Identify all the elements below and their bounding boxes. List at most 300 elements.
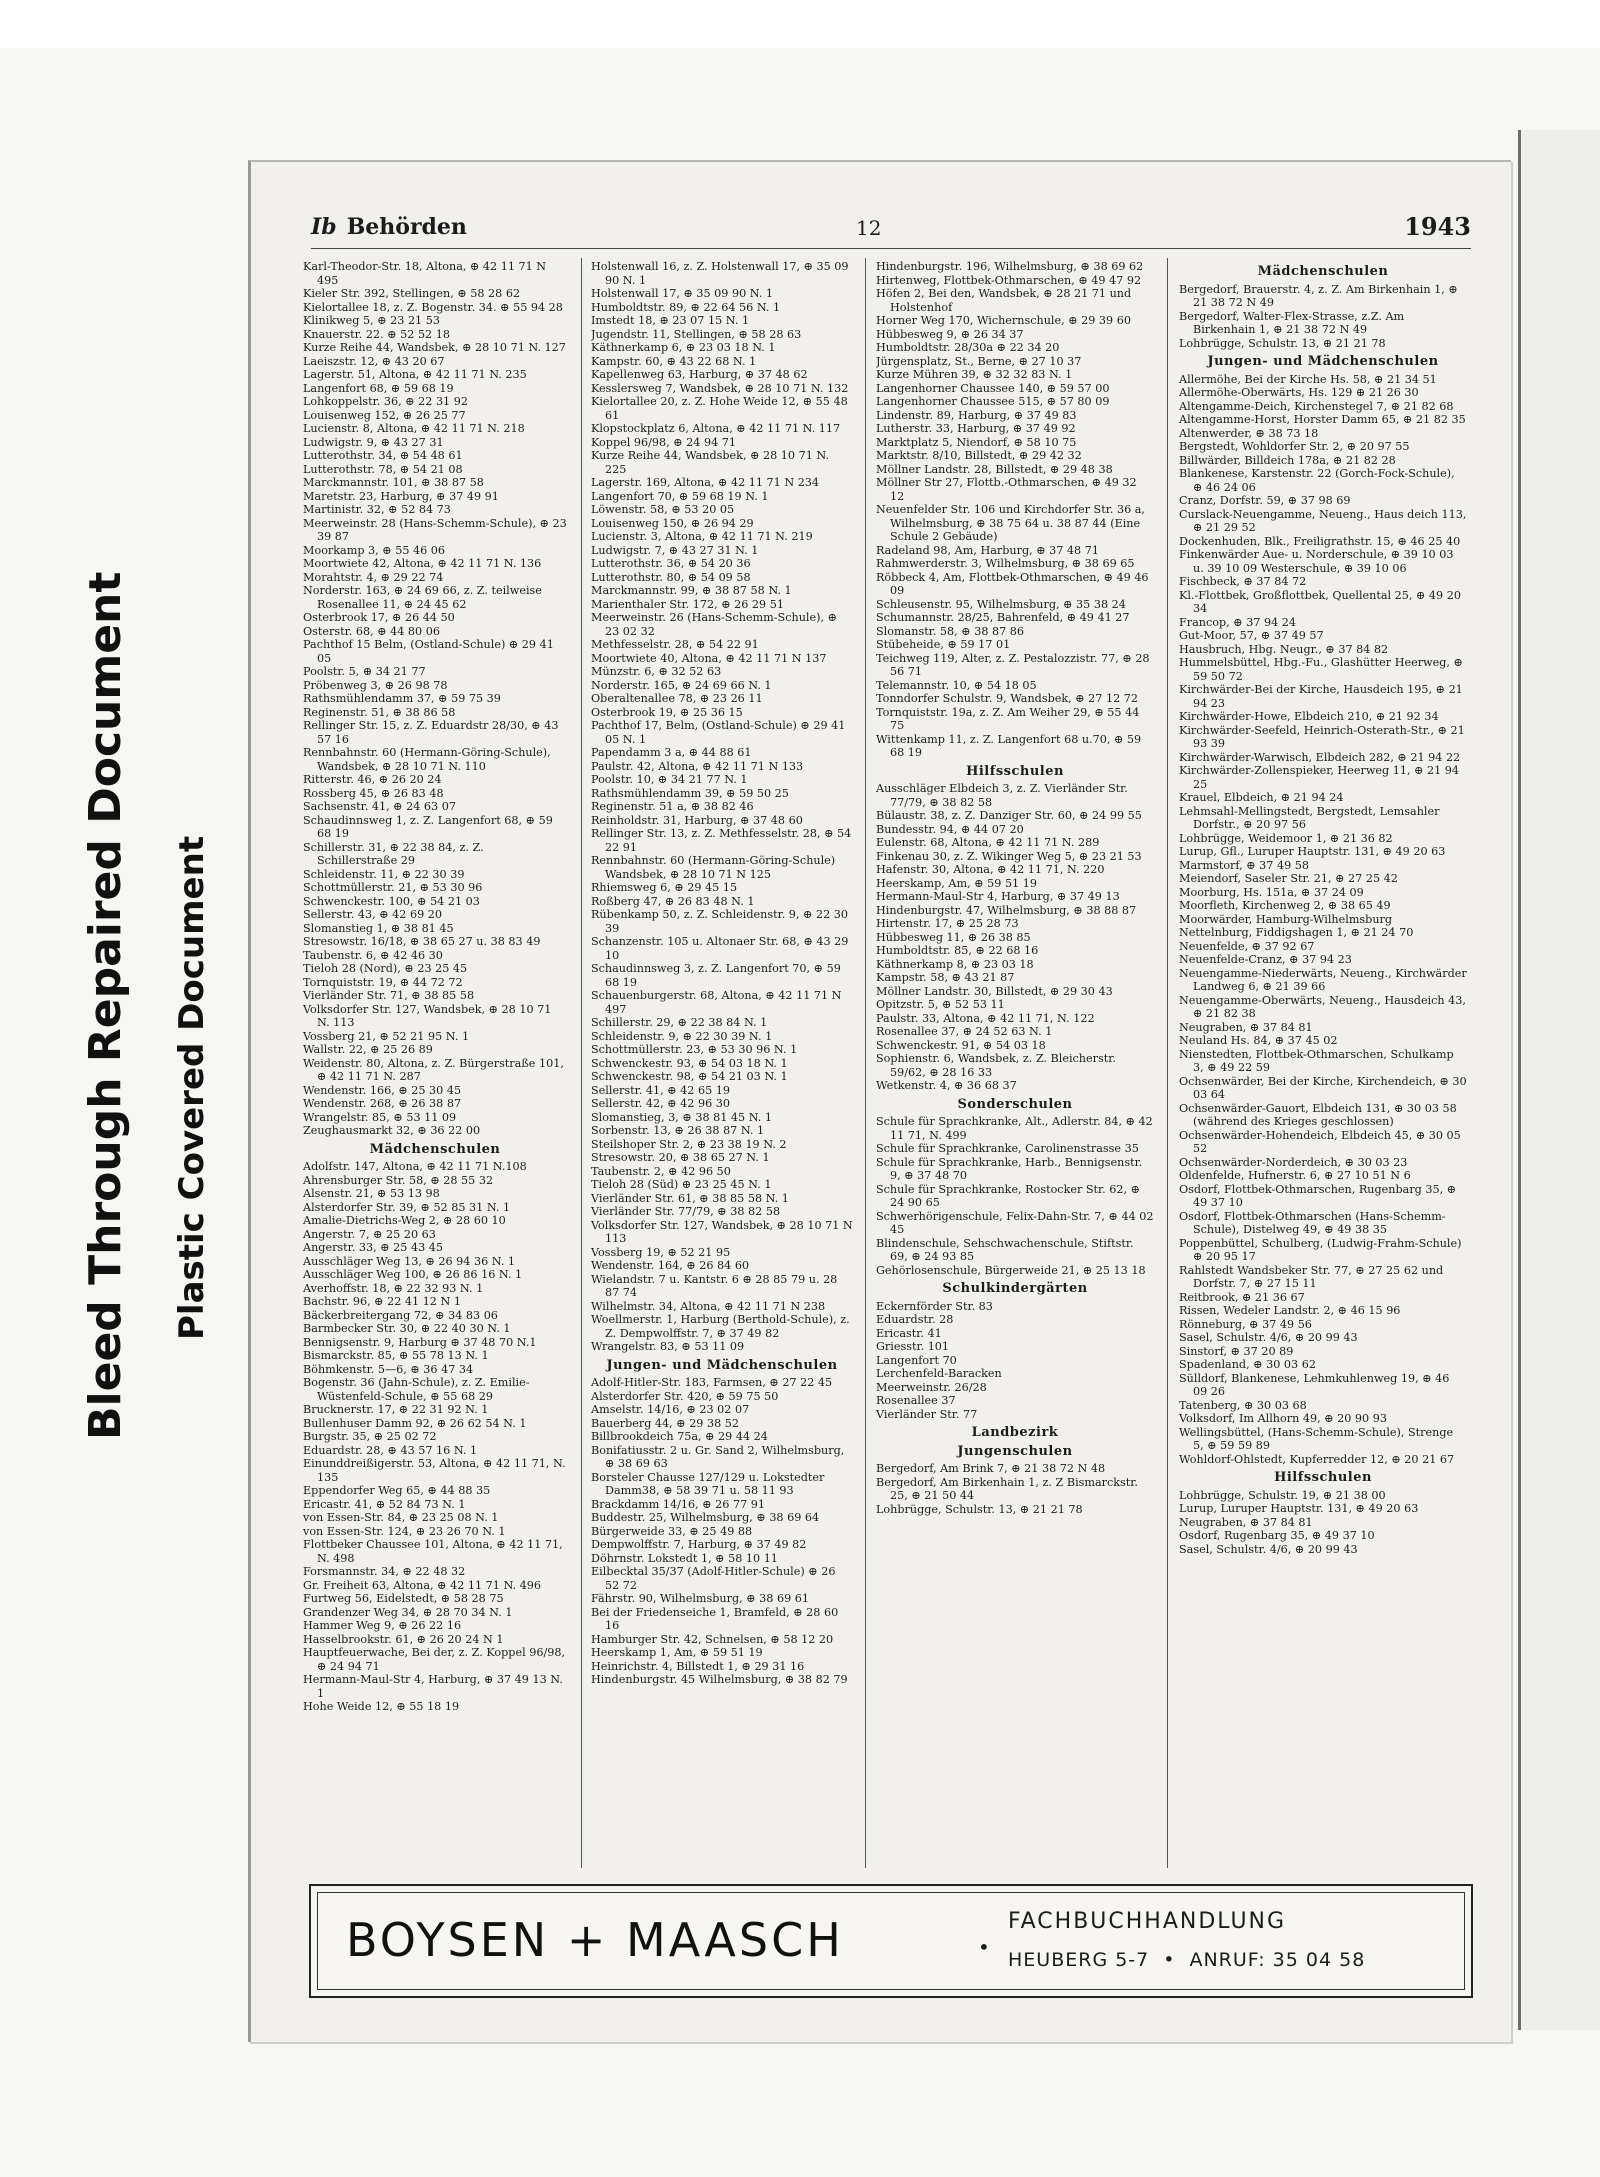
directory-entry: Röbbeck 4, Am, Flottbek-Othmarschen, ⊕ 49 46 09 bbox=[876, 570, 1149, 597]
directory-entry: Moorfleth, Kirchenweg 2, ⊕ 38 65 49 bbox=[1179, 899, 1391, 912]
directory-entry: Wohldorf-Ohlstedt, Kupferredder 12, ⊕ 20 21 67 bbox=[1179, 1452, 1455, 1466]
directory-entry: Heerskamp, Am, ⊕ 59 51 19 bbox=[876, 876, 1037, 890]
directory-entry: Wrangelstr. 85, ⊕ 53 11 09 bbox=[303, 1110, 457, 1124]
plastic-covered-label: Plastic Covered Document bbox=[172, 835, 212, 1340]
directory-entry: Fährstr. 90, Wilhelmsburg, ⊕ 38 69 61 bbox=[591, 1592, 809, 1605]
directory-entry: Lurup, Luruper Hauptstr. 131, ⊕ 49 20 63 bbox=[1179, 1502, 1419, 1515]
directory-entry: Lerchenfeld-Baracken bbox=[876, 1367, 1002, 1380]
directory-entry: Brucknerstr. 17, ⊕ 22 31 92 N. 1 bbox=[303, 1403, 489, 1416]
directory-entry: Reinholdstr. 31, Harburg, ⊕ 37 48 60 bbox=[591, 813, 803, 827]
directory-entry: Moorkamp 3, ⊕ 55 46 06 bbox=[303, 543, 446, 557]
directory-entry: Wetkenstr. 4, ⊕ 36 68 37 bbox=[876, 1079, 1017, 1092]
directory-entry: Adolfstr. 147, Altona, ⊕ 42 11 71 N.108 bbox=[303, 1160, 527, 1173]
directory-entry: Methfesselstr. 28, ⊕ 54 22 91 bbox=[591, 638, 759, 651]
directory-entry: Ochsenwärder, Bei der Kirche, Kirchendeich, ⊕ 30 03 64 bbox=[1179, 1074, 1467, 1101]
directory-entry: Gut-Moor, 57, ⊕ 37 49 57 bbox=[1179, 629, 1324, 642]
directory-entry: Ausschläger Weg 13, ⊕ 26 94 36 N. 1 bbox=[303, 1254, 516, 1268]
directory-entry: Weidenstr. 80, Altona, z. Z. Bürgerstraße 101, ⊕ 42 11 71 N. 287 bbox=[303, 1056, 564, 1083]
directory-entry: Lutterothstr. 36, ⊕ 54 20 36 bbox=[591, 557, 751, 570]
directory-entry: Marmstorf, ⊕ 37 49 58 bbox=[1179, 858, 1310, 872]
directory-entry: Dockenhuden, Blk., Freiligrathstr. 15, ⊕ 46 25 40 bbox=[1179, 534, 1461, 548]
directory-entry: Schleusenstr. 95, Wilhelmsburg, ⊕ 35 38 24 bbox=[876, 597, 1126, 611]
directory-entry: Alsenstr. 21, ⊕ 53 13 98 bbox=[303, 1187, 440, 1200]
directory-entry: Langenfort 68, ⊕ 59 68 19 bbox=[303, 381, 454, 395]
directory-entry: Tieloh 28 (Nord), ⊕ 23 25 45 bbox=[303, 962, 468, 975]
directory-entry: Dempwolffstr. 7, Harburg, ⊕ 37 49 82 bbox=[591, 1538, 807, 1551]
directory-entry: Bauerberg 44, ⊕ 29 38 52 bbox=[591, 1416, 740, 1430]
directory-entry: Neuenfelde, ⊕ 37 92 67 bbox=[1179, 939, 1315, 953]
ad-phone: ANRUF: 35 04 58 bbox=[1189, 1949, 1366, 1971]
directory-entry: Karl-Theodor-Str. 18, Altona, ⊕ 42 11 71 N 495 bbox=[303, 260, 547, 287]
section-heading: Jungenschulen bbox=[957, 1443, 1073, 1459]
directory-entry: Ausschläger Weg 100, ⊕ 26 86 16 N. 1 bbox=[303, 1268, 523, 1281]
directory-entry: Allermöhe, Bei der Kirche Hs. 58, ⊕ 21 34 51 bbox=[1179, 372, 1437, 386]
directory-entry: Eduardstr. 28, ⊕ 43 57 16 N. 1 bbox=[303, 1443, 478, 1457]
directory-entry: Marckmannstr. 99, ⊕ 38 87 58 N. 1 bbox=[591, 584, 792, 597]
directory-entry: Lohbrügge, Schulstr. 13, ⊕ 21 21 78 bbox=[876, 1502, 1083, 1516]
directory-entry: Tonndorfer Schulstr. 9, Wandsbek, ⊕ 27 12 72 bbox=[876, 692, 1138, 705]
directory-entry: Oberaltenallee 78, ⊕ 23 26 11 bbox=[591, 692, 763, 705]
directory-entry: Hermann-Maul-Str 4, Harburg, ⊕ 37 49 13 bbox=[876, 890, 1120, 903]
directory-entry: Flottbeker Chaussee 101, Altona, ⊕ 42 11 71, N. 498 bbox=[303, 1538, 563, 1565]
directory-entry: Neugraben, ⊕ 37 84 81 bbox=[1179, 1515, 1313, 1529]
directory-entry: Bergedorf, Am Birkenhain 1, z. Z Bismarckstr. 25, ⊕ 21 50 44 bbox=[876, 1475, 1138, 1502]
directory-entry: Alsterdorfer Str. 39, ⊕ 52 85 31 N. 1 bbox=[303, 1200, 511, 1214]
directory-entry: Jugendstr. 11, Stellingen, ⊕ 58 28 63 bbox=[591, 327, 802, 341]
directory-entry: Opitzstr. 5, ⊕ 52 53 11 bbox=[876, 998, 1005, 1011]
directory-entry: Bürgerweide 33, ⊕ 25 49 88 bbox=[591, 1524, 753, 1538]
directory-entry: Bergedorf, Am Brink 7, ⊕ 21 38 72 N 48 bbox=[876, 1462, 1106, 1475]
ad-separator: • bbox=[978, 1935, 990, 1959]
directory-entry: Tieloh 28 (Süd) ⊕ 23 25 45 N. 1 bbox=[591, 1178, 772, 1191]
directory-entry: Billwärder, Billdeich 178a, ⊕ 21 82 28 bbox=[1179, 453, 1396, 467]
directory-entry: Gehörlosenschule, Bürgerweide 21, ⊕ 25 13 18 bbox=[876, 1263, 1146, 1277]
directory-entry: Slomanstr. 58, ⊕ 38 87 86 bbox=[876, 624, 1025, 638]
directory-entry: Ericastr. 41, ⊕ 52 84 73 N. 1 bbox=[303, 1497, 466, 1511]
directory-entry: Klinikweg 5, ⊕ 23 21 53 bbox=[303, 314, 440, 327]
directory-entry: Griesstr. 101 bbox=[876, 1340, 950, 1353]
directory-entry: Kurze Mühren 39, ⊕ 32 32 83 N. 1 bbox=[876, 368, 1073, 381]
directory-entry: Schottmüllerstr. 23, ⊕ 53 30 96 N. 1 bbox=[591, 1043, 798, 1056]
directory-entry: Bei der Friedenseiche 1, Bramfeld, ⊕ 28 60 16 bbox=[591, 1605, 839, 1632]
directory-entry: Roßberg 47, ⊕ 26 83 48 N. 1 bbox=[591, 894, 755, 908]
directory-entry: Hübbesweg 9, ⊕ 26 34 37 bbox=[876, 327, 1024, 341]
directory-entry: Rennbahnstr. 60 (Hermann-Göring-Schule), Wandsbek, ⊕ 28 10 71 N. 110 bbox=[303, 746, 551, 773]
directory-entry: Schwenckestr. 98, ⊕ 54 21 03 N. 1 bbox=[591, 1070, 788, 1083]
directory-entry: Curslack-Neuengamme, Neueng., Haus deich 113, ⊕ 21 29 52 bbox=[1179, 507, 1467, 534]
directory-entry: Lucienstr. 8, Altona, ⊕ 42 11 71 N. 218 bbox=[303, 422, 525, 435]
directory-entry: Martinistr. 32, ⊕ 52 84 73 bbox=[303, 503, 451, 516]
directory-entry: Wrangelstr. 83, ⊕ 53 11 09 bbox=[591, 1340, 745, 1353]
directory-entry: Osterbrook 17, ⊕ 26 44 50 bbox=[303, 611, 455, 624]
directory-entry: Kirchwärder-Warwisch, Elbdeich 282, ⊕ 21 94 22 bbox=[1179, 750, 1461, 764]
directory-entry: Langenhorner Chaussee 140, ⊕ 59 57 00 bbox=[876, 381, 1110, 395]
directory-entry: Blindenschule, Sehschwachenschule, Stiftstr. 69, ⊕ 24 93 85 bbox=[876, 1236, 1134, 1263]
directory-entry: Finkenau 30, z. Z. Wikinger Weg 5, ⊕ 23 21 53 bbox=[876, 849, 1142, 863]
directory-entry: Ludwigstr. 7, ⊕ 43 27 31 N. 1 bbox=[591, 543, 759, 557]
advertisement-box bbox=[309, 1884, 1473, 1998]
directory-entry: Sachsenstr. 41, ⊕ 24 63 07 bbox=[303, 800, 456, 813]
section-heading: Schulkindergärten bbox=[942, 1281, 1088, 1296]
section-heading: Sonderschulen bbox=[957, 1096, 1073, 1112]
directory-entry: Paulstr. 42, Altona, ⊕ 42 11 71 N 133 bbox=[591, 759, 804, 773]
directory-entry: Schumannstr. 28/25, Bahrenfeld, ⊕ 49 41 27 bbox=[876, 611, 1130, 624]
directory-entry: Moorburg, Hs. 151a, ⊕ 37 24 09 bbox=[1179, 885, 1364, 899]
directory-entry: Kl.-Flottbek, Großflottbek, Quellental 25, ⊕ 49 20 34 bbox=[1179, 588, 1461, 615]
adjacent-page-edge bbox=[1518, 130, 1600, 2030]
directory-entry: Meerweinstr. 26/28 bbox=[876, 1380, 987, 1394]
page-header bbox=[311, 208, 1471, 249]
directory-entry: Bergedorf, Walter-Flex-Strasse, z.Z. Am Birkenhain 1, ⊕ 21 38 72 N 49 bbox=[1179, 309, 1405, 336]
directory-entry: Bülaustr. 38, z. Z. Danziger Str. 60, ⊕ 24 99 55 bbox=[876, 809, 1142, 822]
directory-entry: Forsmannstr. 34, ⊕ 22 48 32 bbox=[303, 1565, 466, 1578]
directory-entry: Kampstr. 60, ⊕ 43 22 68 N. 1 bbox=[591, 354, 757, 368]
directory-entry: Holstenwall 16, z. Z. Holstenwall 17, ⊕ 35 09 90 N. 1 bbox=[591, 260, 849, 287]
directory-entry: Volksdorfer Str. 127, Wandsbek, ⊕ 28 10 71 N 113 bbox=[591, 1218, 853, 1245]
directory-entry: Rosenallee 37 bbox=[876, 1394, 956, 1407]
directory-entry: Möllner Str 27, Flottb.-Othmarschen, ⊕ 49 32 12 bbox=[876, 476, 1137, 503]
directory-entry: Laeiszstr. 12, ⊕ 43 20 67 bbox=[303, 354, 445, 368]
directory-entry: Reitbrook, ⊕ 21 36 67 bbox=[1179, 1290, 1305, 1304]
section-heading: Mädchenschulen bbox=[369, 1141, 501, 1157]
directory-entry: Osdorf, Rugenbarg 35, ⊕ 49 37 10 bbox=[1179, 1529, 1375, 1542]
directory-entry: Bergedorf, Brauerstr. 4, z. Z. Am Birkenhain 1, ⊕ 21 38 72 N 49 bbox=[1179, 282, 1458, 309]
directory-entry: Teichweg 119, Alter, z. Z. Pestalozzistr. 77, ⊕ 28 56 71 bbox=[876, 651, 1150, 678]
ad-trade: FACHBUCHHANDLUNG bbox=[1008, 1909, 1287, 1934]
directory-entry: Lindenstr. 89, Harburg, ⊕ 37 49 83 bbox=[876, 408, 1077, 422]
directory-entry: Schule für Sprachkranke, Carolinenstrasse 35 bbox=[876, 1142, 1139, 1155]
directory-entry: Schule für Sprachkranke, Alt., Adlerstr. 84, ⊕ 42 11 71, N. 499 bbox=[876, 1115, 1153, 1142]
directory-entry: Lutherstr. 33, Harburg, ⊕ 37 49 92 bbox=[876, 422, 1076, 435]
directory-entry: Hammer Weg 9, ⊕ 26 22 16 bbox=[303, 1619, 462, 1632]
directory-entry: Bogenstr. 36 (Jahn-Schule), z. Z. Emilie-Wüstenfeld-Schule, ⊕ 55 68 29 bbox=[303, 1376, 530, 1403]
directory-entry: Käthnerkamp 8, ⊕ 23 03 18 bbox=[876, 957, 1034, 971]
directory-entry: Blankenese, Karstenstr. 22 (Gorch-Fock-Schule), ⊕ 46 24 06 bbox=[1179, 467, 1455, 494]
directory-entry: Volksdorfer Str. 127, Wandsbek, ⊕ 28 10 71 N. 113 bbox=[303, 1002, 552, 1029]
directory-entry: Schottmüllerstr. 21, ⊕ 53 30 96 bbox=[303, 881, 483, 894]
directory-entry: Kurze Reihe 44, Wandsbek, ⊕ 28 10 71 N. 127 bbox=[303, 341, 566, 354]
directory-entry: Eppendorfer Weg 65, ⊕ 44 88 35 bbox=[303, 1484, 491, 1497]
directory-entry: Einunddreißigerstr. 53, Altona, ⊕ 42 11 71, N. 135 bbox=[303, 1457, 566, 1484]
bleed-through-label: Bleed Through Repaired Document bbox=[80, 571, 131, 1440]
directory-entry: Bullenhuser Damm 92, ⊕ 26 62 54 N. 1 bbox=[303, 1416, 527, 1430]
directory-entry: Langenfort 70 bbox=[876, 1353, 957, 1367]
directory-entry: Allermöhe-Oberwärts, Hs. 129 ⊕ 21 26 30 bbox=[1179, 386, 1419, 399]
directory-entry: von Essen-Str. 84, ⊕ 23 25 08 N. 1 bbox=[303, 1511, 499, 1524]
directory-entry: Burgstr. 35, ⊕ 25 02 72 bbox=[303, 1430, 437, 1443]
directory-entry: Hauptfeuerwache, Bei der, z. Z. Koppel 96/98, ⊕ 24 94 71 bbox=[303, 1646, 566, 1673]
directory-entry: Brackdamm 14/16, ⊕ 26 77 91 bbox=[591, 1497, 765, 1511]
directory-entry: Gr. Freiheit 63, Altona, ⊕ 42 11 71 N. 496 bbox=[303, 1578, 541, 1592]
directory-entry: Tatenberg, ⊕ 30 03 68 bbox=[1179, 1398, 1307, 1412]
directory-entry: Schwenckestr. 93, ⊕ 54 03 18 N. 1 bbox=[591, 1056, 788, 1070]
directory-entry: Kesslersweg 7, Wandsbek, ⊕ 28 10 71 N. 132 bbox=[591, 381, 849, 395]
section-heading: Hilfsschulen bbox=[1274, 1470, 1372, 1485]
directory-entry: Osterbrook 19, ⊕ 25 36 15 bbox=[591, 705, 743, 719]
directory-entry: Tornquiststr. 19a, z. Z. Am Weiher 29, ⊕ 55 44 75 bbox=[876, 705, 1140, 732]
directory-entry: Sülldorf, Blankenese, Lehmkuhlenweg 19, ⊕ 46 09 26 bbox=[1179, 1371, 1450, 1398]
directory-entry: Rellinger Str. 15, z. Z. Eduardstr 28/30, ⊕ 43 57 16 bbox=[303, 719, 559, 746]
directory-entry: Amalie-Dietrichs-Weg 2, ⊕ 28 60 10 bbox=[303, 1214, 506, 1227]
directory-entry: Vierländer Str. 77 bbox=[876, 1407, 978, 1421]
directory-entry: Möllner Landstr. 28, Billstedt, ⊕ 29 48 38 bbox=[876, 462, 1113, 476]
directory-entry: Jürgensplatz, St., Berne, ⊕ 27 10 37 bbox=[876, 354, 1082, 368]
directory-entry: Wendenstr. 164, ⊕ 26 84 60 bbox=[591, 1259, 750, 1272]
directory-entry: Hummelsbüttel, Hbg.-Fu., Glashütter Heerweg, ⊕ 59 50 72 bbox=[1179, 656, 1463, 683]
advertisement-inner-frame bbox=[317, 1892, 1465, 1990]
directory-entry: Kirchwärder-Seefeld, Heinrich-Osterath-Str., ⊕ 21 93 39 bbox=[1179, 723, 1465, 750]
directory-entry: Höfen 2, Bei den, Wandsbek, ⊕ 28 21 71 und Holstenhof bbox=[876, 287, 1132, 314]
directory-entry: Hafenstr. 30, Altona, ⊕ 42 11 71, N. 220 bbox=[876, 863, 1105, 876]
directory-entry: Rahmwerderstr. 3, Wilhelmsburg, ⊕ 38 69 65 bbox=[876, 557, 1135, 570]
directory-entry: Wittenkamp 11, z. Z. Langenfort 68 u.70, ⊕ 59 68 19 bbox=[876, 732, 1142, 759]
directory-entry: Bonifatiusstr. 2 u. Gr. Sand 2, Wilhelmsburg, ⊕ 38 69 63 bbox=[591, 1443, 845, 1470]
directory-entry: Koppel 96/98, ⊕ 24 94 71 bbox=[591, 435, 736, 449]
directory-entry: Kielortallee 18, z. Z. Bogenstr. 34. ⊕ 55 94 28 bbox=[303, 300, 563, 314]
directory-entry: Meerweinstr. 28 (Hans-Schemm-Schule), ⊕ 23 39 87 bbox=[303, 516, 567, 543]
directory-entry: Neuenfelde-Cranz, ⊕ 37 94 23 bbox=[1179, 953, 1352, 966]
directory-entry: Norderstr. 163, ⊕ 24 69 66, z. Z. teilweise Rosenallee 11, ⊕ 24 45 62 bbox=[303, 584, 542, 611]
directory-entry: Vossberg 21, ⊕ 52 21 95 N. 1 bbox=[303, 1029, 470, 1043]
directory-entry: Fischbeck, ⊕ 37 84 72 bbox=[1179, 575, 1307, 588]
directory-entry: Lurup, Gfl., Luruper Hauptstr. 131, ⊕ 49 20 63 bbox=[1179, 845, 1446, 858]
directory-entry: Papendamm 3 a, ⊕ 44 88 61 bbox=[591, 746, 752, 759]
directory-entry: Angerstr. 33, ⊕ 25 43 45 bbox=[303, 1241, 443, 1254]
directory-entry: Poolstr. 5, ⊕ 34 21 77 bbox=[303, 665, 426, 678]
directory-entry: Neuengamme-Oberwärts, Neueng., Hausdeich 43, ⊕ 21 82 38 bbox=[1179, 993, 1466, 1020]
directory-entry: Möllner Landstr. 30, Billstedt, ⊕ 29 30 43 bbox=[876, 984, 1113, 998]
directory-entry: Taubenstr. 2, ⊕ 42 96 50 bbox=[591, 1164, 731, 1178]
directory-entry: Hermann-Maul-Str 4, Harburg, ⊕ 37 49 13 N. 1 bbox=[303, 1673, 563, 1700]
directory-entry: Sellerstr. 43, ⊕ 42 69 20 bbox=[303, 908, 442, 921]
directory-entry: Norderstr. 165, ⊕ 24 69 66 N. 1 bbox=[591, 678, 772, 692]
column-divider bbox=[581, 258, 582, 1868]
directory-entry: Lohbrügge, Schulstr. 19, ⊕ 21 38 00 bbox=[1179, 1488, 1386, 1502]
directory-entry: Lucienstr. 3, Altona, ⊕ 42 11 71 N. 219 bbox=[591, 530, 813, 543]
directory-entry: Bennigsenstr. 9, Harburg ⊕ 37 48 70 N.1 bbox=[303, 1335, 537, 1349]
directory-entry: Heinrichstr. 4, Billstedt 1, ⊕ 29 31 16 bbox=[591, 1659, 805, 1673]
directory-entry: Neuland Hs. 84, ⊕ 37 45 02 bbox=[1179, 1034, 1338, 1047]
directory-entry: Nienstedten, Flottbek-Othmarschen, Schulkamp 3, ⊕ 49 22 59 bbox=[1179, 1047, 1454, 1074]
directory-entry: Lohbrügge, Weidemoor 1, ⊕ 21 36 82 bbox=[1179, 831, 1393, 845]
page-number: 12 bbox=[856, 216, 882, 240]
directory-entry: Ochsenwärder-Hohendeich, Elbdeich 45, ⊕ 30 05 52 bbox=[1179, 1128, 1461, 1155]
directory-entry: Rosenallee 37, ⊕ 24 52 63 N. 1 bbox=[876, 1025, 1053, 1038]
directory-entry: Nettelnburg, Fiddigshagen 1, ⊕ 21 24 70 bbox=[1179, 926, 1414, 939]
directory-entry: Kieler Str. 392, Stellingen, ⊕ 58 28 62 bbox=[303, 287, 521, 300]
ad-bullet: • bbox=[1163, 1949, 1176, 1971]
directory-entry: Buddestr. 25, Wilhelmsburg, ⊕ 38 69 64 bbox=[591, 1511, 820, 1524]
section-heading: Jungen- und Mädchenschulen bbox=[1207, 354, 1439, 369]
directory-entry: Rönneburg, ⊕ 37 49 56 bbox=[1179, 1317, 1312, 1331]
directory-entry: Imstedt 18, ⊕ 23 07 15 N. 1 bbox=[591, 314, 750, 327]
directory-entry: Woellmerstr. 1, Harburg (Berthold-Schule), z. Z. Dempwolffstr. 7, ⊕ 37 49 82 bbox=[591, 1313, 850, 1340]
directory-entry: Maretstr. 23, Harburg, ⊕ 37 49 91 bbox=[303, 489, 499, 503]
directory-entry: Bäckerbreitergang 72, ⊕ 34 83 06 bbox=[303, 1308, 498, 1322]
directory-entry: Döhrnstr. Lokstedt 1, ⊕ 58 10 11 bbox=[591, 1551, 778, 1565]
ad-address: HEUBERG 5-7 bbox=[1008, 1949, 1150, 1971]
directory-entry: Lutterothstr. 80, ⊕ 54 09 58 bbox=[591, 570, 751, 584]
directory-entry: Pröbenweg 3, ⊕ 26 98 78 bbox=[303, 678, 448, 692]
directory-entry: Wendenstr. 166, ⊕ 25 30 45 bbox=[303, 1083, 462, 1097]
directory-entry: Osdorf, Flottbek-Othmarschen, Rugenbarg 35, ⊕ 49 37 10 bbox=[1179, 1182, 1457, 1209]
directory-entry: Rennbahnstr. 60 (Hermann-Göring-Schule) Wandsbek, ⊕ 28 10 71 N 125 bbox=[591, 854, 836, 881]
directory-entry: Schwenckestr. 100, ⊕ 54 21 03 bbox=[303, 894, 480, 908]
directory-entry: Marktstr. 8/10, Billstedt, ⊕ 29 42 32 bbox=[876, 449, 1082, 462]
directory-entry: Ahrensburger Str. 58, ⊕ 28 55 32 bbox=[303, 1173, 494, 1187]
directory-entry: Stresowstr. 16/18, ⊕ 38 65 27 u. 38 83 49 bbox=[303, 935, 541, 948]
section-heading: Mädchenschulen bbox=[1257, 264, 1389, 279]
directory-entry: Humboldtstr. 89, ⊕ 22 64 56 N. 1 bbox=[591, 300, 781, 314]
directory-entry: Grandenzer Weg 34, ⊕ 28 70 34 N. 1 bbox=[303, 1605, 513, 1619]
directory-entry: Ochsenwärder-Gauort, Elbdeich 131, ⊕ 30 03 58 (während des Krieges geschlossen) bbox=[1179, 1101, 1457, 1128]
column-divider bbox=[1167, 258, 1168, 1868]
directory-entry: Poolstr. 10, ⊕ 34 21 77 N. 1 bbox=[591, 773, 748, 786]
directory-entry: Eulenstr. 68, Altona, ⊕ 42 11 71 N. 289 bbox=[876, 836, 1100, 849]
directory-entry: Telemannstr. 10, ⊕ 54 18 05 bbox=[876, 678, 1037, 692]
directory-entry: Averhoffstr. 18, ⊕ 22 32 93 N. 1 bbox=[303, 1281, 484, 1295]
directory-entry: Schule für Sprachkranke, Harb., Bennigsenstr. 9, ⊕ 37 48 70 bbox=[876, 1155, 1143, 1182]
directory-entry: Poppenbüttel, Schulberg, (Ludwig-Frahm-Schule) ⊕ 20 95 17 bbox=[1179, 1236, 1462, 1263]
directory-entry: Wallstr. 22, ⊕ 25 26 89 bbox=[303, 1043, 433, 1056]
directory-entry: Wellingsbüttel, (Hans-Schemm-Schule), Strenge 5, ⊕ 59 59 89 bbox=[1179, 1425, 1454, 1452]
section-title: Behörden bbox=[346, 214, 467, 240]
directory-entry: Schillerstr. 29, ⊕ 22 38 84 N. 1 bbox=[591, 1016, 768, 1029]
directory-entry: Schleidenstr. 11, ⊕ 22 30 39 bbox=[303, 867, 465, 881]
directory-entry: Taubenstr. 6, ⊕ 42 46 30 bbox=[303, 948, 443, 962]
directory-entry: Heerskamp 1, Am, ⊕ 59 51 19 bbox=[591, 1646, 763, 1659]
directory-entry: Hamburger Str. 42, Schnelsen, ⊕ 58 12 20 bbox=[591, 1632, 834, 1646]
directory-entry: Sellerstr. 41, ⊕ 42 65 19 bbox=[591, 1083, 730, 1097]
directory-entry: Humboldtstr. 85, ⊕ 22 68 16 bbox=[876, 944, 1039, 957]
directory-entry: Schanzenstr. 105 u. Altonaer Str. 68, ⊕ 43 29 10 bbox=[591, 935, 849, 962]
directory-entry: Schillerstr. 31, ⊕ 22 38 84, z. Z. Schillerstraße 29 bbox=[303, 840, 484, 867]
section-code: Ib bbox=[311, 214, 337, 240]
directory-entry: Bismarckstr. 85, ⊕ 55 78 13 N. 1 bbox=[303, 1349, 489, 1362]
directory-entry: Oldenfelde, Hufnerstr. 6, ⊕ 27 10 51 N 6 bbox=[1179, 1169, 1411, 1182]
directory-entry: Schaudinnsweg 1, z. Z. Langenfort 68, ⊕ 59 68 19 bbox=[303, 813, 553, 840]
directory-entry: Sorbenstr. 13, ⊕ 26 38 87 N. 1 bbox=[591, 1124, 765, 1137]
directory-entry: Ritterstr. 46, ⊕ 26 20 24 bbox=[303, 773, 442, 786]
directory-entry: Neuengamme-Niederwärts, Neueng., Kirchwärder Landweg 6, ⊕ 21 39 66 bbox=[1179, 966, 1467, 993]
directory-entry: Hohe Weide 12, ⊕ 55 18 19 bbox=[303, 1700, 460, 1713]
directory-entry: Wendenstr. 268, ⊕ 26 38 87 bbox=[303, 1097, 462, 1110]
directory-entry: Bergstedt, Wohldorfer Str. 2, ⊕ 20 97 55 bbox=[1179, 440, 1410, 453]
directory-entry: Wilhelmstr. 34, Altona, ⊕ 42 11 71 N 238 bbox=[591, 1299, 826, 1313]
directory-entry: Sophienstr. 6, Wandsbek, z. Z. Bleicherstr. 59/62, ⊕ 28 16 33 bbox=[876, 1052, 1116, 1079]
directory-entry: Rissen, Wedeler Landstr. 2, ⊕ 46 15 96 bbox=[1179, 1304, 1401, 1317]
directory-entry: Slomanstieg 1, ⊕ 38 81 45 bbox=[303, 921, 454, 935]
directory-entry: Hausbruch, Hbg. Neugr., ⊕ 37 84 82 bbox=[1179, 642, 1389, 656]
directory-entry: Altengamme-Deich, Kirchenstegel 7, ⊕ 21 82 68 bbox=[1179, 399, 1454, 413]
directory-entry: Kirchwärder-Howe, Elbdeich 210, ⊕ 21 92 34 bbox=[1179, 710, 1439, 723]
directory-entry: Hindenburgstr. 45 Wilhelmsburg, ⊕ 38 82 79 bbox=[591, 1673, 848, 1686]
directory-entry: Amselstr. 14/16, ⊕ 23 02 07 bbox=[591, 1403, 750, 1416]
directory-entry: Lagerstr. 51, Altona, ⊕ 42 11 71 N. 235 bbox=[303, 368, 527, 381]
directory-entry: Moorwärder, Hamburg-Wilhelmsburg bbox=[1179, 912, 1393, 926]
directory-entry: Holstenwall 17, ⊕ 35 09 90 N. 1 bbox=[591, 287, 774, 300]
directory-entry: Osterstr. 68, ⊕ 44 80 06 bbox=[303, 624, 440, 638]
directory-entry: Meiendorf, Saseler Str. 21, ⊕ 27 25 42 bbox=[1179, 872, 1398, 885]
directory-entry: Lutterothstr. 78, ⊕ 54 21 08 bbox=[303, 462, 463, 476]
directory-entry: Eckernförder Str. 83 bbox=[876, 1299, 993, 1313]
directory-entry: Kielortallee 20, z. Z. Hohe Weide 12, ⊕ 55 48 61 bbox=[591, 395, 848, 422]
directory-entry: Osdorf, Flottbek-Othmarschen (Hans-Schemm-Schule), Distelweg 49, ⊕ 49 38 35 bbox=[1179, 1209, 1446, 1236]
directory-entry: Volksdorf, Im Allhorn 49, ⊕ 20 90 93 bbox=[1179, 1412, 1387, 1425]
directory-entry: Hirtenweg, Flottbek-Othmarschen, ⊕ 49 47 92 bbox=[876, 273, 1142, 287]
directory-entry: Marckmannstr. 101, ⊕ 38 87 58 bbox=[303, 476, 484, 489]
directory-entry: Meerweinstr. 26 (Hans-Schemm-Schule), ⊕ 23 02 32 bbox=[591, 611, 837, 638]
directory-entry: Klopstockplatz 6, Altona, ⊕ 42 11 71 N. 117 bbox=[591, 422, 841, 435]
directory-entry: Barmbecker Str. 30, ⊕ 22 40 30 N. 1 bbox=[303, 1322, 511, 1335]
directory-entry: Rhiemsweg 6, ⊕ 29 45 15 bbox=[591, 881, 738, 894]
directory-entry: Hindenburgstr. 196, Wilhelmsburg, ⊕ 38 69 62 bbox=[876, 260, 1144, 273]
directory-entry: Kurze Reihe 44, Wandsbek, ⊕ 28 10 71 N. 225 bbox=[591, 449, 829, 476]
directory-entry: Kirchwärder-Bei der Kirche, Hausdeich 195, ⊕ 21 94 23 bbox=[1179, 683, 1463, 710]
directory-entry: Tornquiststr. 19, ⊕ 44 72 72 bbox=[303, 975, 463, 989]
directory-entry: Angerstr. 7, ⊕ 25 20 63 bbox=[303, 1227, 436, 1241]
directory-entry: Billbrookdeich 75a, ⊕ 29 44 24 bbox=[591, 1430, 768, 1443]
ad-company-name: BOYSEN + MAASCH bbox=[346, 1913, 844, 1967]
section-heading: Landbezirk bbox=[971, 1425, 1059, 1440]
directory-entry: Finkenwärder Aue- u. Norderschule, ⊕ 39 10 03 u. 39 10 09 Westerschule, ⊕ 39 10 06 bbox=[1179, 548, 1454, 575]
header-title bbox=[311, 214, 467, 240]
directory-entry: Schaudinnsweg 3, z. Z. Langenfort 70, ⊕ 59 68 19 bbox=[591, 962, 841, 989]
directory-entry: Rossberg 45, ⊕ 26 83 48 bbox=[303, 786, 444, 800]
directory-entry: Steilshoper Str. 2, ⊕ 23 38 19 N. 2 bbox=[591, 1137, 787, 1151]
directory-entry: Lohbrügge, Schulstr. 13, ⊕ 21 21 78 bbox=[1179, 336, 1386, 350]
directory-entry: Wielandstr. 7 u. Kantstr. 6 ⊕ 28 85 79 u. 28 87 74 bbox=[591, 1272, 838, 1299]
year: 1943 bbox=[1404, 212, 1471, 241]
directory-entry: Vierländer Str. 61, ⊕ 38 85 58 N. 1 bbox=[591, 1191, 789, 1205]
directory-entry: Langenfort 70, ⊕ 59 68 19 N. 1 bbox=[591, 489, 769, 503]
directory-entry: Altengamme-Horst, Horster Damm 65, ⊕ 21 82 35 bbox=[1179, 413, 1466, 426]
directory-entry: Slomanstieg, 3, ⊕ 38 81 45 N. 1 bbox=[591, 1110, 773, 1124]
directory-entry: Ochsenwärder-Norderdeich, ⊕ 30 03 23 bbox=[1179, 1155, 1408, 1169]
directory-entry: Eduardstr. 28 bbox=[876, 1313, 954, 1326]
directory-entry: Hindenburgstr. 47, Wilhelmsburg, ⊕ 38 88 87 bbox=[876, 903, 1137, 917]
directory-entry: Horner Weg 170, Wichernschule, ⊕ 29 39 60 bbox=[876, 314, 1131, 327]
directory-entry: Vierländer Str. 71, ⊕ 38 85 58 bbox=[303, 989, 475, 1002]
directory-entry: Louisenweg 150, ⊕ 26 94 29 bbox=[591, 516, 754, 530]
directory-entry: Rahlstedt Wandsbeker Str. 77, ⊕ 27 25 62 und Dorfstr. 7, ⊕ 27 15 11 bbox=[1179, 1263, 1444, 1290]
directory-entry: Rübenkamp 50, z. Z. Schleidenstr. 9, ⊕ 22 30 39 bbox=[591, 908, 848, 935]
directory-entry: von Essen-Str. 124, ⊕ 23 26 70 N. 1 bbox=[303, 1524, 506, 1538]
directory-entry: Stresowstr. 20, ⊕ 38 65 27 N. 1 bbox=[591, 1151, 770, 1164]
directory-entry: Borsteler Chausse 127/129 u. Lokstedter Damm38, ⊕ 58 39 71 u. 58 11 93 bbox=[591, 1470, 825, 1497]
directory-entry: Marienthaler Str. 172, ⊕ 26 29 51 bbox=[591, 597, 784, 611]
directory-entry: Krauel, Elbdeich, ⊕ 21 94 24 bbox=[1179, 791, 1344, 804]
directory-entry: Knauerstr. 22. ⊕ 52 52 18 bbox=[303, 327, 450, 341]
directory-column-1 bbox=[303, 260, 567, 1872]
column-divider bbox=[865, 258, 866, 1868]
directory-entry: Lutterothstr. 34, ⊕ 54 48 61 bbox=[303, 449, 463, 462]
directory-entry: Morahtstr. 4, ⊕ 29 22 74 bbox=[303, 570, 444, 584]
directory-entry: Moortwiete 40, Altona, ⊕ 42 11 71 N 137 bbox=[591, 651, 827, 665]
directory-entry: Kirchwärder-Zollenspieker, Heerweg 11, ⊕ 21 94 25 bbox=[1179, 764, 1460, 791]
directory-entry: Ausschläger Elbdeich 3, z. Z. Vierländer Str. 77/79, ⊕ 38 82 58 bbox=[876, 782, 1128, 809]
directory-entry: Sinstorf, ⊕ 37 20 89 bbox=[1179, 1344, 1294, 1358]
directory-entry: Rellinger Str. 13, z. Z. Methfesselstr. 28, ⊕ 54 22 91 bbox=[591, 827, 852, 854]
directory-entry: Lagerstr. 169, Altona, ⊕ 42 11 71 N 234 bbox=[591, 476, 820, 489]
directory-entry: Altenwerder, ⊕ 38 73 18 bbox=[1179, 426, 1319, 440]
directory-entry: Ludwigstr. 9, ⊕ 43 27 31 bbox=[303, 435, 444, 449]
directory-entry: Vossberg 19, ⊕ 52 21 95 bbox=[591, 1245, 731, 1259]
directory-entry: Marktplatz 5, Niendorf, ⊕ 58 10 75 bbox=[876, 435, 1077, 449]
directory-entry: Schleidenstr. 9, ⊕ 22 30 39 N. 1 bbox=[591, 1029, 773, 1043]
directory-entry: Moortwiete 42, Altona, ⊕ 42 11 71 N. 136 bbox=[303, 557, 542, 570]
directory-entry: Zeughausmarkt 32, ⊕ 36 22 00 bbox=[303, 1124, 481, 1137]
